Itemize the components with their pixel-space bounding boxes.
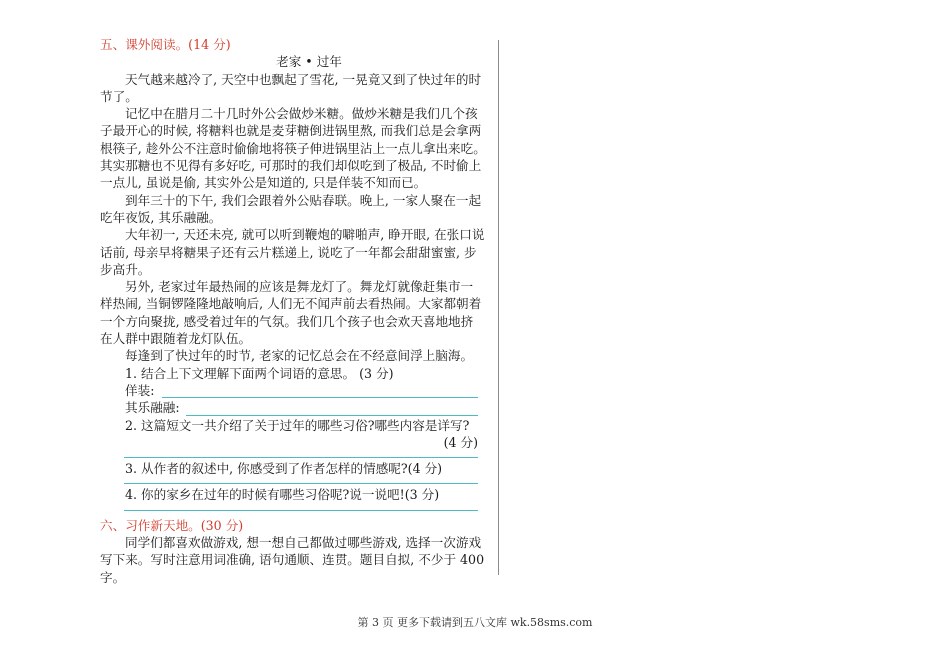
passage-line: 一点儿, 虽说是偷, 其实外公是知道的, 只是佯装不知而已。 (100, 175, 427, 191)
q1-term-b-label: 其乐融融: (125, 400, 180, 416)
page-footer: 第 3 页 更多下载请到五八文库 wk.58sms.com (357, 616, 593, 629)
question-1: 1. 结合上下文理解下面两个词语的意思。 (3 分) (125, 365, 394, 381)
passage-title: 老家 • 过年 (276, 54, 342, 70)
prompt-line: 同学们都喜欢做游戏, 想一想自己都做过哪些游戏, 选择一次游戏 (125, 535, 482, 551)
passage-line: 在人群中跟随着龙灯队伍。 (100, 331, 252, 347)
passage-line: 其实那糖也不见得有多好吃, 可那时的我们却似吃到了极品, 不时偷上 (100, 158, 482, 174)
prompt-line: 写下来。写时注意用词准确, 语句通顺、连贯。题目自拟, 不少于 400 (100, 552, 485, 568)
passage-line: 大年初一, 天还未亮, 就可以听到鞭炮的噼啪声, 睁开眼, 在张口说 (125, 227, 485, 243)
passage-line: 步高升。 (100, 261, 151, 277)
passage-line: 天气越来越冷了, 天空中也飘起了雪花, 一晃竟又到了快过年的时 (125, 71, 482, 87)
passage-line: 话前, 母亲早将糖果子还有云片糕递上, 说吃了一年都会甜甜蜜蜜, 步 (100, 244, 477, 260)
question-4: 4. 你的家乡在过年的时候有哪些习俗呢?说一说吧!(3 分) (125, 487, 440, 503)
passage-line: 节了。 (100, 88, 138, 104)
passage-line: 记忆中在腊月二十几时外公会做炒米糖。做炒米糖是我们几个孩 (125, 106, 478, 122)
prompt-line: 字。 (100, 569, 126, 585)
question-2-score: (4 分) (443, 434, 478, 450)
q1-term-b (100, 399, 478, 416)
question-2: 2. 这篇短文一共介绍了关于过年的哪些习俗?哪些内容是详写? (125, 417, 470, 433)
passage-line: 到年三十的下午, 我们会跟着外公贴春联。晚上, 一家人聚在一起 (125, 192, 482, 208)
passage-line: 每逢到了快过年的时节, 老家的记忆总会在不经意间浮上脑海。 (125, 348, 474, 364)
q1-term-a-label: 佯装: (125, 382, 155, 398)
passage-line: 根筷子, 趁外公不注意时偷偷地将筷子伸进锅里沾上一点儿拿出来吃。 (100, 140, 486, 156)
question-3: 3. 从作者的叙述中, 你感受到了作者怎样的情感呢?(4 分) (125, 461, 443, 477)
passage-line: 吃年夜饭, 其乐融融。 (100, 209, 222, 225)
answer-line[interactable] (186, 415, 478, 416)
passage-line: 另外, 老家过年最热闹的应该是舞龙灯了。舞龙灯就像赶集市一 (125, 279, 474, 295)
answer-line[interactable] (162, 397, 478, 398)
section5-heading: 五、课外阅读。(14 分) (100, 37, 231, 52)
left-column (100, 36, 486, 586)
passage-line: 一个方向聚拢, 感受着过年的气氛。我们几个孩子也会欢天喜地地挤 (100, 313, 474, 329)
column-divider (498, 40, 499, 575)
passage-line: 样热闹, 当铜锣隆隆地敲响后, 人们无不闻声前去看热闹。大家都朝着 (100, 296, 482, 312)
passage-line: 子最开心的时候, 将糖料也就是麦芽糖倒进锅里熬, 而我们总是会拿两 (100, 123, 482, 139)
q1-term-a (100, 382, 478, 399)
section6-heading: 六、习作新天地。(30 分) (100, 517, 244, 533)
